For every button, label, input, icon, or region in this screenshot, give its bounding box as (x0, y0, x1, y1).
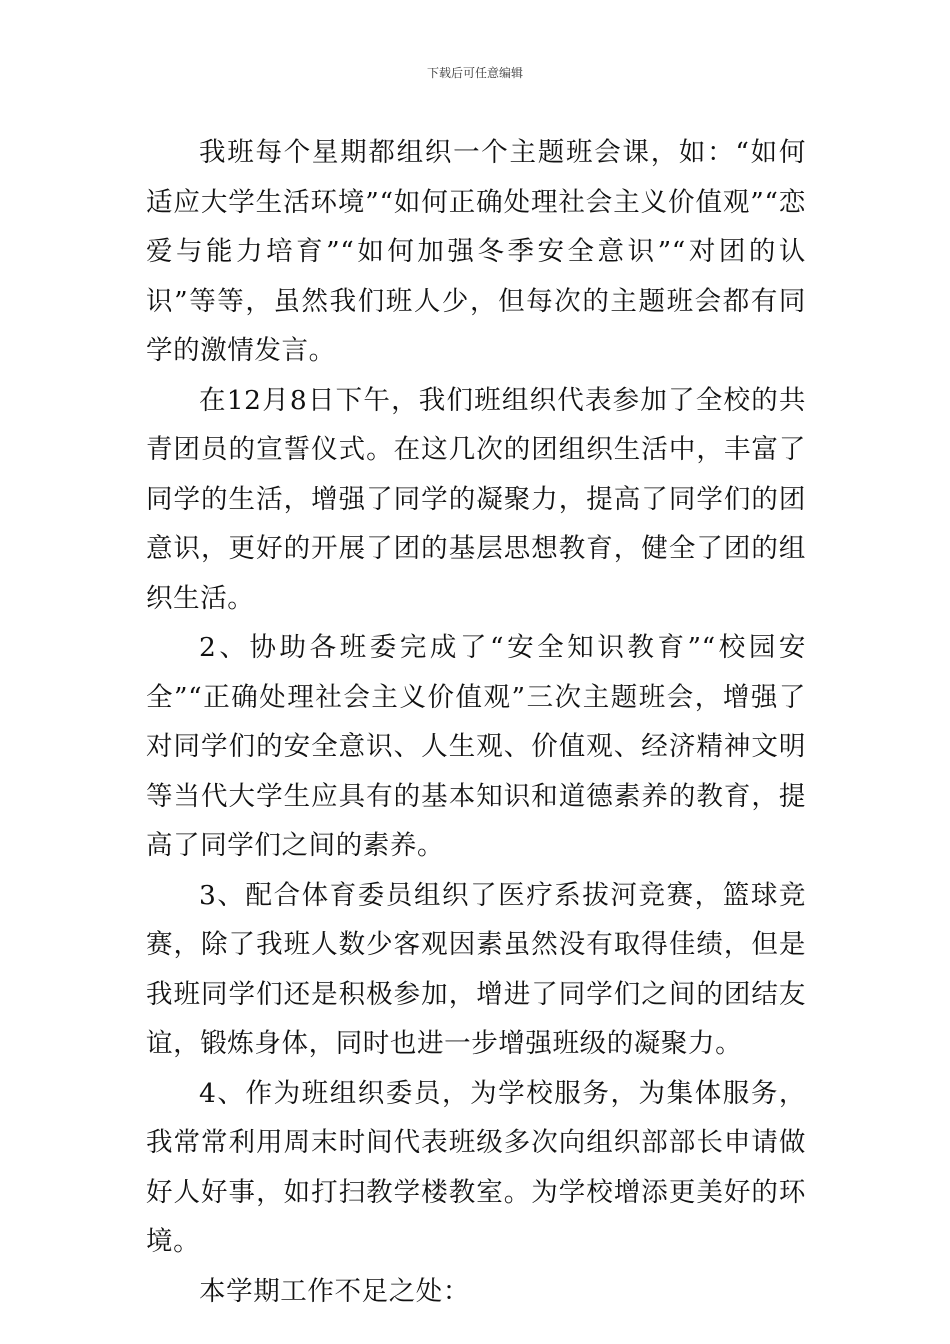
page-header-note: 下载后可任意编辑 (426, 66, 523, 80)
paragraph-class-meetings: 我班每个星期都组织一个主题班会课，如：“如何适应大学生活环境”“如何正确处理社会主义价值观”“恋爱与能力培育”“如何加强冬季安全意识”“对团的认识”等等，虽然我们班人少，但每次的主题班会都有同学的激情发言。 (146, 137, 806, 366)
paragraph-item-2: 2、协助各班委完成了“安全知识教育”“校园安全”“正确处理社会主义价值观”三次主题班会，增强了对同学们的安全意识、人生观、价值观、经济精神文明等当代大学生应具有的基本知识和道德素养的教育，提高了同学们之间的素养。 (146, 632, 806, 861)
paragraph-oath-ceremony: 在12月8日下午，我们班组织代表参加了全校的共青团员的宣誓仪式。在这几次的团组织生活中，丰富了同学的生活，增强了同学的凝聚力，提高了同学们的团意识，更好的开展了团的基层思想教育，健全了团的组织生活。 (146, 384, 806, 614)
paragraph-item-3: 3、配合体育委员组织了医疗系拔河竞赛，篮球竞赛，除了我班人数少客观因素虽然没有取得佳绩，但是我班同学们还是积极参加，增进了同学们之间的团结友谊，锻炼身体，同时也进一步增强班级的凝聚力。 (146, 879, 806, 1059)
paragraph-shortcomings-heading: 本学期工作不足之处： (199, 1275, 470, 1307)
document-body (146, 128, 806, 1316)
paragraph-item-4: 4、作为班组织委员，为学校服务，为集体服务，我常常利用周末时间代表班级多次向组织部部长申请做好人好事，如打扫教学楼教室。为学校增添更美好的环境。 (146, 1077, 806, 1257)
